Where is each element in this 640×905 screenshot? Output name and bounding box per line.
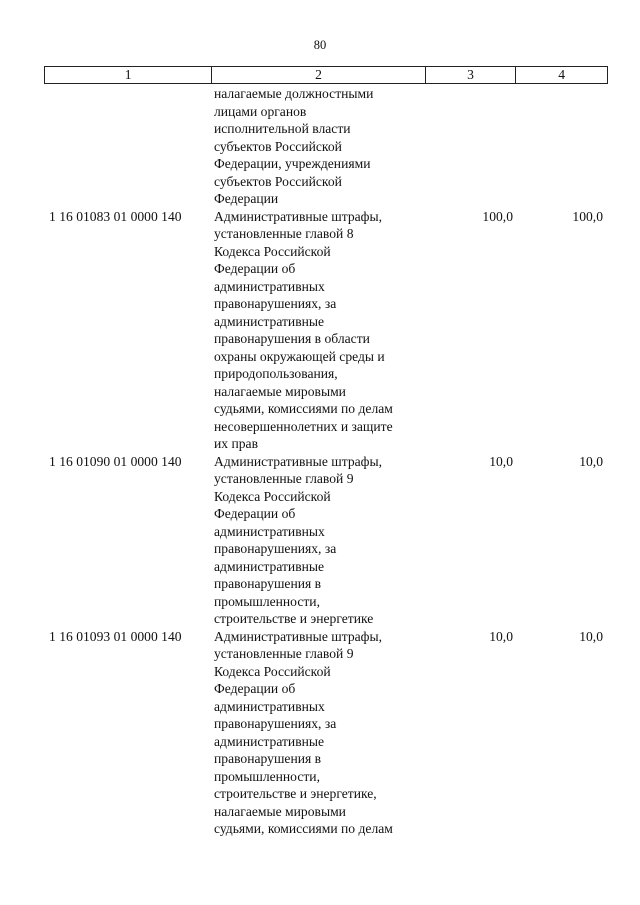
description-line: Кодекса Российской [214,243,331,259]
budget-code-cell: 1 16 01083 01 0000 140 [49,208,182,224]
description-line: Федерации об [214,681,296,696]
description-line: правонарушениях, за [214,716,337,731]
description-line: Административные штрафы, [214,208,382,224]
description-cell [214,85,427,208]
description-line: лицами органов [214,103,307,119]
table-row [44,453,608,628]
description-line: правонарушения в [214,576,322,591]
description-line: правонарушениях, за [214,541,337,556]
description-line: Федерации, учреждениями [214,156,371,171]
description-line: правонарушения в [214,751,322,766]
description-line: Федерации [214,191,279,206]
description-line: субъектов Российской [214,173,342,189]
amount-col-4-cell: 100,0 [572,208,603,224]
table-body [44,85,608,838]
description-line: Административные штрафы, [214,453,382,469]
header-col-3: 3 [426,67,517,83]
description-line: налагаемые должностными [214,86,374,101]
amount-col-3-cell: 100,0 [482,208,513,224]
description-line: судьями, комиссиями по делам [214,821,393,836]
table-row [44,85,608,208]
description-line: Административные штрафы, [214,628,382,644]
description-cell [214,628,427,838]
description-cell [214,453,427,628]
description-line: Кодекса Российской [214,663,331,679]
amount-col-3-cell: 10,0 [489,628,513,644]
description-line: установленные главой 8 [214,226,354,241]
page-number: 80 [313,38,327,52]
header-col-4: 4 [558,67,566,82]
amount-col-3-cell: 10,0 [489,453,513,469]
description-line: административные [214,558,325,574]
description-line: исполнительной власти [214,121,351,136]
description-line: правонарушения в области [214,331,370,346]
description-line: налагаемые мировыми [214,803,346,819]
description-line: Федерации об [214,261,296,276]
amount-col-4-cell: 10,0 [579,628,603,644]
table-row [44,628,608,838]
header-col-2: 2 [212,67,425,83]
description-line: судьями, комиссиями по делам [214,401,393,416]
description-cell [214,208,427,453]
description-line: природопользования, [214,366,338,381]
description-line: охраны окружающей среды и [214,348,385,364]
description-line: Кодекса Российской [214,488,331,504]
description-line: административные [214,313,325,329]
description-line: строительстве и энергетике [214,611,374,626]
amount-col-4-cell: 10,0 [579,453,603,469]
description-line: промышленности, [214,593,320,609]
description-line: налагаемые мировыми [214,383,346,399]
header-col-1: 1 [45,67,212,83]
budget-code-cell: 1 16 01093 01 0000 140 [49,628,182,644]
description-line: административных [214,278,325,294]
description-line: административных [214,523,325,539]
description-line: установленные главой 9 [214,646,354,661]
description-line: правонарушениях, за [214,296,337,311]
description-line: административных [214,698,325,714]
table-row [44,208,608,453]
budget-code-cell: 1 16 01090 01 0000 140 [49,453,182,469]
table-header-row [44,66,608,84]
description-line: промышленности, [214,768,320,784]
description-line: их прав [214,436,258,451]
description-line: Федерации об [214,506,296,521]
description-line: установленные главой 9 [214,471,354,486]
description-line: строительстве и энергетике, [214,786,377,801]
description-line: субъектов Российской [214,138,342,154]
description-line: административные [214,733,325,749]
description-line: несовершеннолетних и защите [214,418,393,434]
